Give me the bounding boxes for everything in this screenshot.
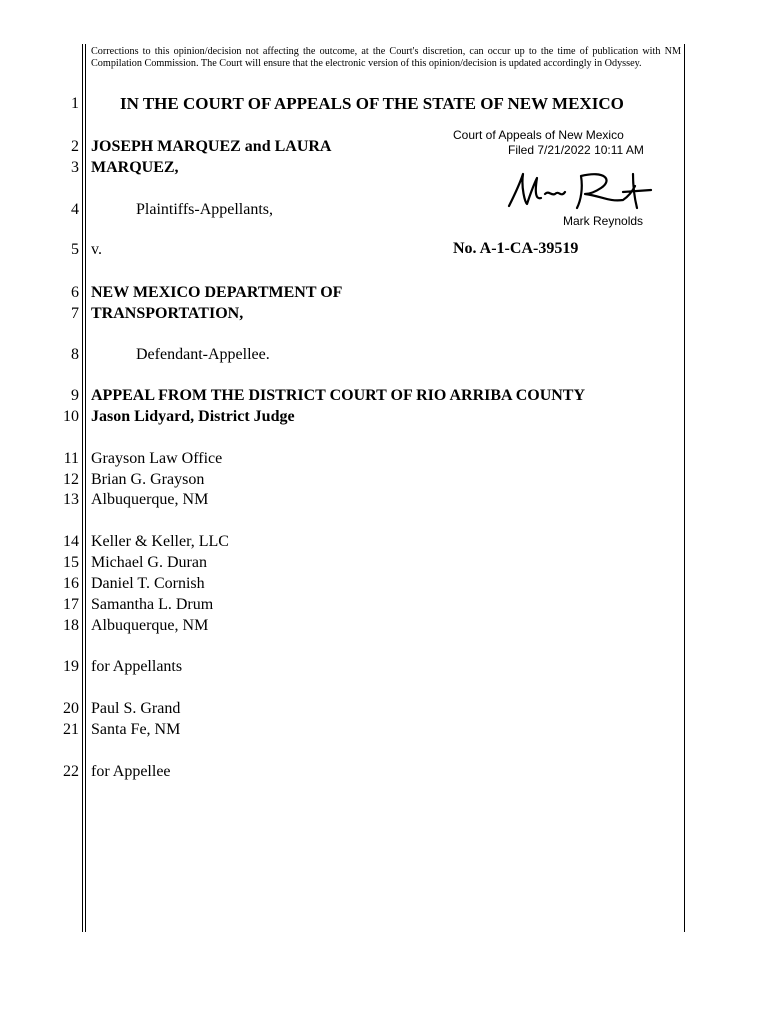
- line-number: 22: [63, 763, 79, 780]
- line-number: 7: [71, 305, 79, 322]
- counsel-name: Paul S. Grand: [91, 700, 181, 717]
- line-number: 17: [63, 596, 79, 613]
- line-number: 21: [63, 721, 79, 738]
- line-number: 12: [63, 471, 79, 488]
- counsel-city: Albuquerque, NM: [91, 617, 209, 634]
- line-number: 3: [71, 159, 79, 176]
- line-number: 15: [63, 554, 79, 571]
- counsel-name: Brian G. Grayson: [91, 471, 205, 488]
- plaintiffs-role: Plaintiffs-Appellants,: [136, 201, 274, 218]
- stamp-court: Court of Appeals of New Mexico: [453, 128, 624, 142]
- for-appellee: for Appellee: [91, 763, 171, 780]
- line-number: 10: [63, 408, 79, 425]
- left-margin-rule: [82, 44, 83, 932]
- counsel-firm: Keller & Keller, LLC: [91, 533, 229, 550]
- line-number: 4: [71, 201, 79, 218]
- counsel-city: Santa Fe, NM: [91, 721, 181, 738]
- line-number: 18: [63, 617, 79, 634]
- counsel-name: Samantha L. Drum: [91, 596, 214, 613]
- case-number: No. A-1-CA-39519: [453, 240, 579, 257]
- line-number: 16: [63, 575, 79, 592]
- line-number: 1: [71, 95, 79, 112]
- appeal-from-heading: APPEAL FROM THE DISTRICT COURT OF RIO ARRIBA COUNTY: [91, 387, 586, 404]
- signature-image: [505, 168, 655, 218]
- counsel-name: Michael G. Duran: [91, 554, 207, 571]
- right-margin-rule: [684, 44, 685, 932]
- counsel-firm: Grayson Law Office: [91, 450, 223, 467]
- versus: v.: [91, 241, 102, 258]
- line-number: 14: [63, 533, 79, 550]
- line-number: 6: [71, 284, 79, 301]
- defendant-name-line2: TRANSPORTATION,: [91, 305, 244, 322]
- defendant-role: Defendant-Appellee.: [136, 346, 270, 363]
- correction-notice: Corrections to this opinion/decision not affecting the outcome, at the Court's discretion, can occur up to the time of publication with NM Compilation Commission. The Court will ensure that the electronic version of this opinion/decision is updated accordingly in Odyssey.: [91, 46, 681, 70]
- line-number: 5: [71, 241, 79, 258]
- line-number: 2: [71, 138, 79, 155]
- plaintiffs-name-line2: MARQUEZ,: [91, 159, 179, 176]
- line-number: 13: [63, 491, 79, 508]
- line-number: 11: [63, 450, 79, 467]
- stamp-signer: Mark Reynolds: [563, 214, 644, 228]
- line-number: 9: [71, 387, 79, 404]
- court-title: IN THE COURT OF APPEALS OF THE STATE OF NEW MEXICO: [120, 94, 624, 113]
- line-number: 8: [71, 346, 79, 363]
- counsel-name: Daniel T. Cornish: [91, 575, 205, 592]
- stamp-filed-date: Filed 7/21/2022 10:11 AM: [508, 143, 644, 157]
- plaintiffs-name-line1: JOSEPH MARQUEZ and LAURA: [91, 138, 332, 155]
- line-number: 20: [63, 700, 79, 717]
- defendant-name-line1: NEW MEXICO DEPARTMENT OF: [91, 284, 343, 301]
- line-number: 19: [63, 658, 79, 675]
- counsel-city: Albuquerque, NM: [91, 491, 209, 508]
- judge-name: Jason Lidyard, District Judge: [91, 408, 295, 425]
- for-appellants: for Appellants: [91, 658, 183, 675]
- left-margin-rule-inner: [85, 44, 86, 932]
